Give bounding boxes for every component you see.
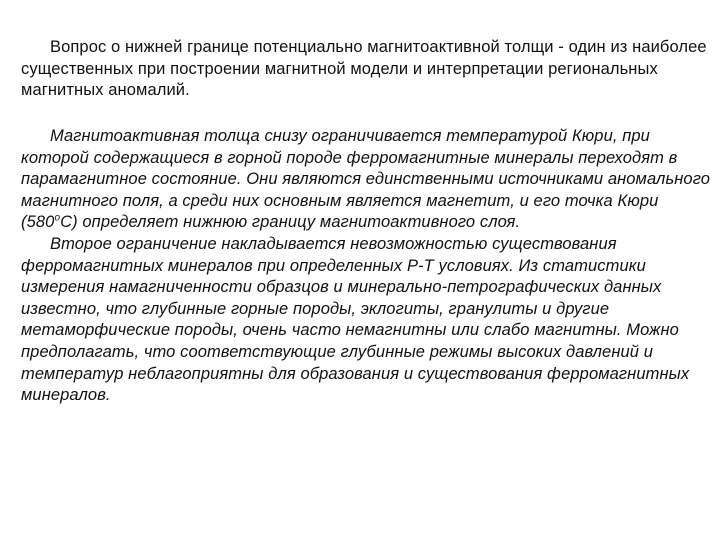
curie-temperature-paragraph: [21, 126, 711, 234]
paragraph-1-text-start: Магнитоактивная толща снизу ограничивается температурой Кюри, при которой содержащиеся в горной породе ферромагнитные минералы переходят в парамагнитное состояние. Они являются единственными источниками аномального магнитного поля, а среди них основным является магнетит, и его точка Кюри (580: [21, 127, 711, 232]
body-text-block: [21, 126, 711, 407]
intro-text-block: [21, 37, 711, 102]
paragraph-1-text-end: С) определяет нижнюю границу магнитоактивного слоя.: [60, 213, 521, 232]
pressure-temperature-paragraph: Второе ограничение накладывается невозможностью существования ферромагнитных минералов при определенных Р-Т условиях. Из статистики измерения намагниченности образцов и минерально-петрографических данных известно, что глубинные горные породы, эклогиты, гранулиты и другие метаморфические породы, очень часто немагнитны или слабо магнитны. Можно предполагать, что соответствующие глубинные режимы высоких давлений и температур неблагоприятны для образования и существования ферромагнитных минералов.: [21, 234, 690, 405]
intro-paragraph: Вопрос о нижней границе потенциально магнитоактивной толщи - один из наиболее существенных при построении магнитной модели и интерпретации региональных магнитных аномалий.: [21, 38, 707, 100]
degree-sign: о: [54, 212, 61, 224]
